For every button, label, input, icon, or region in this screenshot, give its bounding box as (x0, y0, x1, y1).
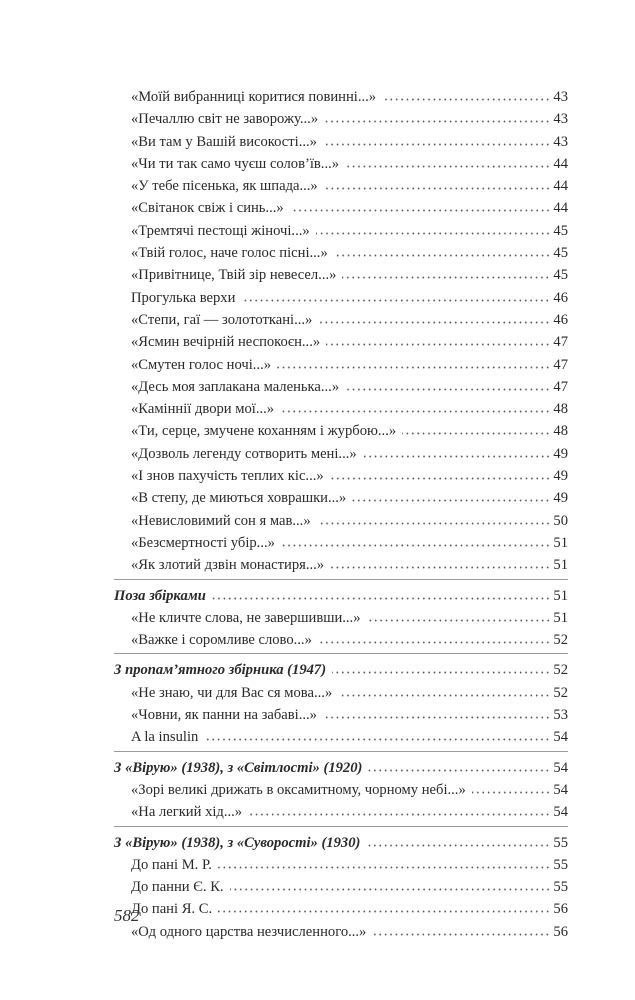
toc-entry-page: 45 (553, 245, 568, 262)
dot-leader (472, 784, 551, 794)
toc-entry-title: «Не кличте слова, не завершивши...» (131, 609, 361, 626)
dot-leader (280, 403, 550, 413)
toc-entry-page: 55 (553, 879, 568, 896)
toc-entry-title: «Печаллю світ не заворожу...» (131, 111, 319, 128)
toc-entry-page: 53 (553, 707, 568, 724)
toc-entry-page: 51 (553, 557, 568, 574)
toc-entry-title: «Ти, серце, змучене коханням і журбою...» (131, 423, 397, 440)
toc-entry[interactable] (114, 487, 568, 509)
dot-leader (382, 91, 550, 101)
toc-section (114, 757, 568, 827)
dot-leader (324, 113, 550, 123)
section-heading-page: 51 (553, 587, 568, 604)
section-heading-page: 52 (553, 662, 568, 679)
dot-leader (366, 837, 550, 847)
dot-leader (212, 590, 551, 600)
toc-entry-title: «Безсмертності убір...» (131, 534, 275, 551)
toc-entry[interactable] (114, 264, 568, 286)
dot-leader (372, 926, 550, 936)
toc-entry-page: 54 (553, 804, 568, 821)
dot-leader (323, 709, 550, 719)
toc-entry-page: 45 (553, 222, 568, 239)
toc-entry[interactable] (114, 443, 568, 465)
dot-leader (248, 806, 550, 816)
dot-leader (330, 470, 551, 480)
dot-leader (218, 903, 550, 913)
toc-entry-page: 43 (553, 111, 568, 128)
toc-entry-title: «Важке і соромливе слово...» (131, 632, 312, 649)
toc-entry-page: 49 (553, 490, 568, 507)
dot-leader (324, 180, 551, 190)
toc-entry-page: 47 (553, 334, 568, 351)
toc-entry-title: A la insulin (131, 729, 199, 746)
dot-leader (352, 492, 550, 502)
dot-leader (367, 612, 551, 622)
toc-entry[interactable] (114, 876, 568, 898)
toc-entry-page: 52 (553, 684, 568, 701)
dot-leader (230, 881, 551, 891)
toc-entry-title: «Не знаю, чи для Вас ся мова...» (131, 684, 333, 701)
toc-entry-page: 43 (553, 133, 568, 150)
dot-leader (318, 634, 551, 644)
toc-entry-title: Прогулька верхи (131, 289, 236, 306)
dot-leader (342, 269, 550, 279)
toc-entry-title: «Човни, як панни на забаві...» (131, 707, 317, 724)
dot-leader (326, 336, 550, 346)
toc-entry[interactable] (114, 309, 568, 331)
toc-entry[interactable] (114, 131, 568, 153)
toc-entry-title: «Як злотий дзвін монастиря...» (131, 557, 325, 574)
toc-entry[interactable] (114, 726, 568, 748)
toc-entry-page: 43 (553, 89, 568, 105)
toc-entry[interactable] (114, 554, 568, 576)
toc-entry-title: «Зорі великі дрижать в оксамитному, чорному небі...» (131, 781, 466, 798)
toc-entry[interactable] (114, 465, 568, 487)
dot-leader (218, 859, 550, 869)
toc-entry-page: 54 (553, 729, 568, 746)
toc-entry-page: 54 (553, 781, 568, 798)
toc-entry-page: 55 (553, 856, 568, 873)
toc-entry-page: 45 (553, 267, 568, 284)
toc-entry-page: 44 (553, 178, 568, 195)
toc-entry-title: «Твій голос, наче голос пісні...» (131, 245, 328, 262)
toc-entry-title: «Ясмин вечірній неспокоєн...» (131, 334, 321, 351)
section-heading-title: З «Вірую» (1938), з «Суворості» (1930) (114, 834, 361, 851)
toc-entry[interactable] (114, 108, 568, 130)
toc-entry[interactable] (114, 704, 568, 726)
toc-entry-title: «Привітнице, Твій зір невесел...» (131, 267, 337, 284)
dot-leader (345, 158, 550, 168)
toc-entry[interactable] (114, 532, 568, 554)
section-heading-page: 54 (553, 759, 568, 776)
toc-entry-title: «Каміннії двори мої...» (131, 401, 275, 418)
toc-entry-page: 47 (553, 378, 568, 395)
dot-leader (332, 664, 550, 674)
toc-entry-page: 49 (553, 468, 568, 485)
page-number: 582 (114, 906, 140, 925)
toc-section (114, 86, 568, 580)
dot-leader (277, 359, 550, 369)
toc-entry[interactable] (114, 242, 568, 264)
toc-section (114, 832, 568, 945)
toc-entry-title: «Ви там у Вашій високості...» (131, 133, 317, 150)
toc-entry-title: «Степи, гаї — золототкані...» (131, 311, 313, 328)
toc-entry[interactable] (114, 86, 568, 108)
toc-entry-title: До панни Є. К. (131, 879, 224, 896)
dot-leader (290, 202, 551, 212)
dot-leader (363, 448, 551, 458)
toc-entry[interactable] (114, 779, 568, 801)
dot-leader (281, 537, 550, 547)
dot-leader (316, 225, 551, 235)
toc-entry-title: «Смутен голос ночі...» (131, 356, 272, 373)
toc-entry[interactable] (114, 175, 568, 197)
toc-entry[interactable] (114, 801, 568, 823)
toc-entry-title: «Світанок свіж і синь...» (131, 200, 284, 217)
table-of-contents (114, 86, 568, 950)
toc-entry-title: «Тремтячі пестощі жіночі...» (131, 222, 310, 239)
toc-entry-title: До пані М. Р. (131, 856, 212, 873)
section-heading[interactable] (114, 659, 568, 681)
toc-entry-title: «І знов пахучість теплих кіс...» (131, 468, 324, 485)
dot-leader (338, 687, 550, 697)
toc-entry[interactable] (114, 354, 568, 376)
toc-entry-page: 44 (553, 200, 568, 217)
toc-entry-title: «Десь моя заплакана маленька...» (131, 378, 340, 395)
toc-entry-title: «Од одного царства незчисленного...» (131, 923, 367, 940)
section-heading[interactable] (114, 585, 568, 607)
toc-entry-title: «У тебе пісенька, як шпада...» (131, 178, 318, 195)
section-heading-title: З пропам’ятного збірника (1947) (114, 662, 327, 679)
toc-entry[interactable] (114, 376, 568, 398)
section-heading[interactable] (114, 832, 568, 854)
section-heading[interactable] (114, 757, 568, 779)
toc-entry[interactable] (114, 287, 568, 309)
section-heading-title: З «Вірую» (1938), з «Світлості» (1920) (114, 759, 363, 776)
toc-entry-title: «В степу, де миються ховрашки...» (131, 490, 347, 507)
toc-entry-page: 50 (553, 512, 568, 529)
toc-entry[interactable] (114, 854, 568, 876)
toc-entry[interactable] (114, 398, 568, 420)
toc-entry[interactable] (114, 898, 568, 920)
toc-entry-page: 47 (553, 356, 568, 373)
toc-entry-title: «Моїй вибранниці коритися повинні...» (131, 89, 377, 105)
toc-section (114, 659, 568, 751)
toc-entry-title: «На легкий хід...» (131, 804, 243, 821)
toc-entry[interactable] (114, 607, 568, 629)
toc-entry-page: 49 (553, 445, 568, 462)
toc-entry[interactable] (114, 510, 568, 532)
toc-entry-title: «Дозволь легенду сотворить мені...» (131, 445, 357, 462)
toc-entry[interactable] (114, 331, 568, 353)
dot-leader (241, 292, 550, 302)
toc-entry-page: 46 (553, 289, 568, 306)
toc-entry-title: «Чи ти так само чуєш солов’їв...» (131, 155, 340, 172)
toc-entry-page: 51 (553, 534, 568, 551)
section-heading-title: Поза збірками (114, 587, 206, 604)
toc-entry-page: 56 (553, 901, 568, 918)
dot-leader (323, 136, 550, 146)
toc-entry-page: 48 (553, 423, 568, 440)
toc-entry[interactable] (114, 629, 568, 651)
toc-entry[interactable] (114, 420, 568, 442)
toc-entry-page: 44 (553, 155, 568, 172)
toc-entry-page: 51 (553, 609, 568, 626)
toc-entry-page: 56 (553, 923, 568, 940)
section-heading-page: 55 (553, 834, 568, 851)
dot-leader (330, 559, 550, 569)
dot-leader (402, 425, 550, 435)
toc-entry-page: 46 (553, 311, 568, 328)
toc-entry-page: 48 (553, 401, 568, 418)
dot-leader (368, 762, 550, 772)
toc-entry[interactable] (114, 153, 568, 175)
toc-entry[interactable] (114, 682, 568, 704)
dot-leader (204, 731, 550, 741)
toc-entry-title: До пані Я. С. (131, 901, 213, 918)
toc-entry[interactable] (114, 220, 568, 242)
dot-leader (317, 515, 551, 525)
dot-leader (345, 381, 550, 391)
toc-section (114, 585, 568, 655)
toc-entry[interactable] (114, 921, 568, 943)
dot-leader (334, 247, 551, 257)
toc-entry-title: «Невисловимий сон я мав...» (131, 512, 311, 529)
toc-entry-page: 52 (553, 632, 568, 649)
dot-leader (318, 314, 550, 324)
toc-entry[interactable] (114, 197, 568, 219)
